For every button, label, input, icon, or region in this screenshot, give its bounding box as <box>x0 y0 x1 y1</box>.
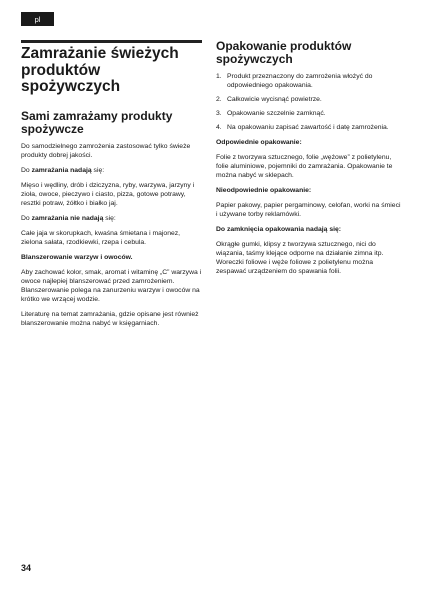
blanching-heading <box>21 253 202 262</box>
unsuitable-packaging-heading <box>216 186 402 195</box>
literature-paragraph: Literaturę na temat zamrażania, gdzie opisane jest również blanszerowanie można nabyć w księgarniach. <box>21 310 199 327</box>
unsuitable-lead <box>21 214 202 223</box>
right-column <box>216 40 402 282</box>
suitable-lead-post: się: <box>91 166 105 174</box>
step-number: 1. <box>216 73 222 80</box>
suitable-packaging-heading <box>216 138 402 147</box>
suitable-lead <box>21 166 202 175</box>
step-number: 4. <box>216 124 222 131</box>
closure-text: Okrągłe gumki, klipsy z tworzywa sztucznego, nici do wiązania, taśmy klejące odporne na działanie zimna itp. Woreczki foliowe i węże foliowe z polietylenu można zespawać urządzeniem do spawania folii. <box>216 241 384 275</box>
step-text: Całkowicie wycisnąć powietrze. <box>227 96 322 103</box>
suitable-lead-bold: zamrażania nadają <box>31 166 92 174</box>
page-number: 34 <box>21 563 32 573</box>
unsuitable-lead-pre: Do <box>21 214 32 222</box>
suitable-lead-pre: Do <box>21 166 32 174</box>
suitable-foods-list: Mięso i wędliny, drób i dziczyzna, ryby, warzywa, jarzyny i zioła, owoce, pieczywo i ciasto, pizza, gotowe potrawy, resztki potraw, żółtko i białko jaj. <box>21 181 195 207</box>
unsuitable-lead-bold: zamrażania nie nadają <box>31 214 104 222</box>
unsuitable-packaging-text: Papier pakowy, papier pergaminowy, celofan, worki na śmieci i używane torby reklamówki. <box>216 202 401 218</box>
step-item <box>216 109 402 118</box>
heading-rule <box>21 40 202 43</box>
step-item <box>216 123 402 132</box>
closure-heading <box>216 225 402 234</box>
step-number: 2. <box>216 96 222 103</box>
step-text: Produkt przeznaczony do zamrożenia włożyć do odpowiedniego opakowania. <box>227 73 373 89</box>
blanching-paragraph: Aby zachować kolor, smak, aromat i witaminę „C” warzywa i owoce najlepiej blanszerować przed zamrożeniem. Blanszerowanie polega na zanurzeniu warzyw i owoców na krótko we wrzącej wodzie. <box>21 268 202 303</box>
suitable-packaging-text: Folie z tworzywa sztucznego, folie „wężowe” z polietylenu, folie aluminiowe, pojemniki do zamrażania. Opakowanie te można nabyć w sklepach. <box>216 154 393 179</box>
intro-paragraph: Do samodzielnego zamrożenia zastosować tylko świeże produkty dobrej jakości. <box>21 142 191 159</box>
closure-heading-text: Do zamknięcia opakowania nadają się: <box>216 226 342 233</box>
blanching-heading-text: Blanszerowanie warzyw i owoców. <box>21 253 133 261</box>
packaging-steps <box>216 72 402 132</box>
suitable-packaging-heading-text: Odpowiednie opakowanie: <box>216 139 302 146</box>
section-heading-packaging: Opakowanie produktów spożywczych <box>216 39 352 66</box>
unsuitable-lead-post: się: <box>103 214 116 222</box>
left-column <box>21 40 202 334</box>
step-text: Na opakowaniu zapisać zawartość i datę zamrożenia. <box>227 124 389 131</box>
language-tab: pl <box>21 12 54 26</box>
page-title: Zamrażanie świeżych produktów spożywczych <box>21 45 179 95</box>
step-text: Opakowanie szczelnie zamknąć. <box>227 110 326 117</box>
section-heading-self-freezing: Sami zamrażamy produkty spożywcze <box>21 108 173 136</box>
step-number: 3. <box>216 110 222 117</box>
unsuitable-packaging-heading-text: Nieodpowiednie opakowanie: <box>216 187 312 194</box>
step-item <box>216 72 402 90</box>
step-item <box>216 95 402 104</box>
unsuitable-foods-list: Całe jaja w skorupkach, kwaśna śmietana i majonez, zielona sałata, rzodkiewki, rzepa i cebula. <box>21 229 181 246</box>
